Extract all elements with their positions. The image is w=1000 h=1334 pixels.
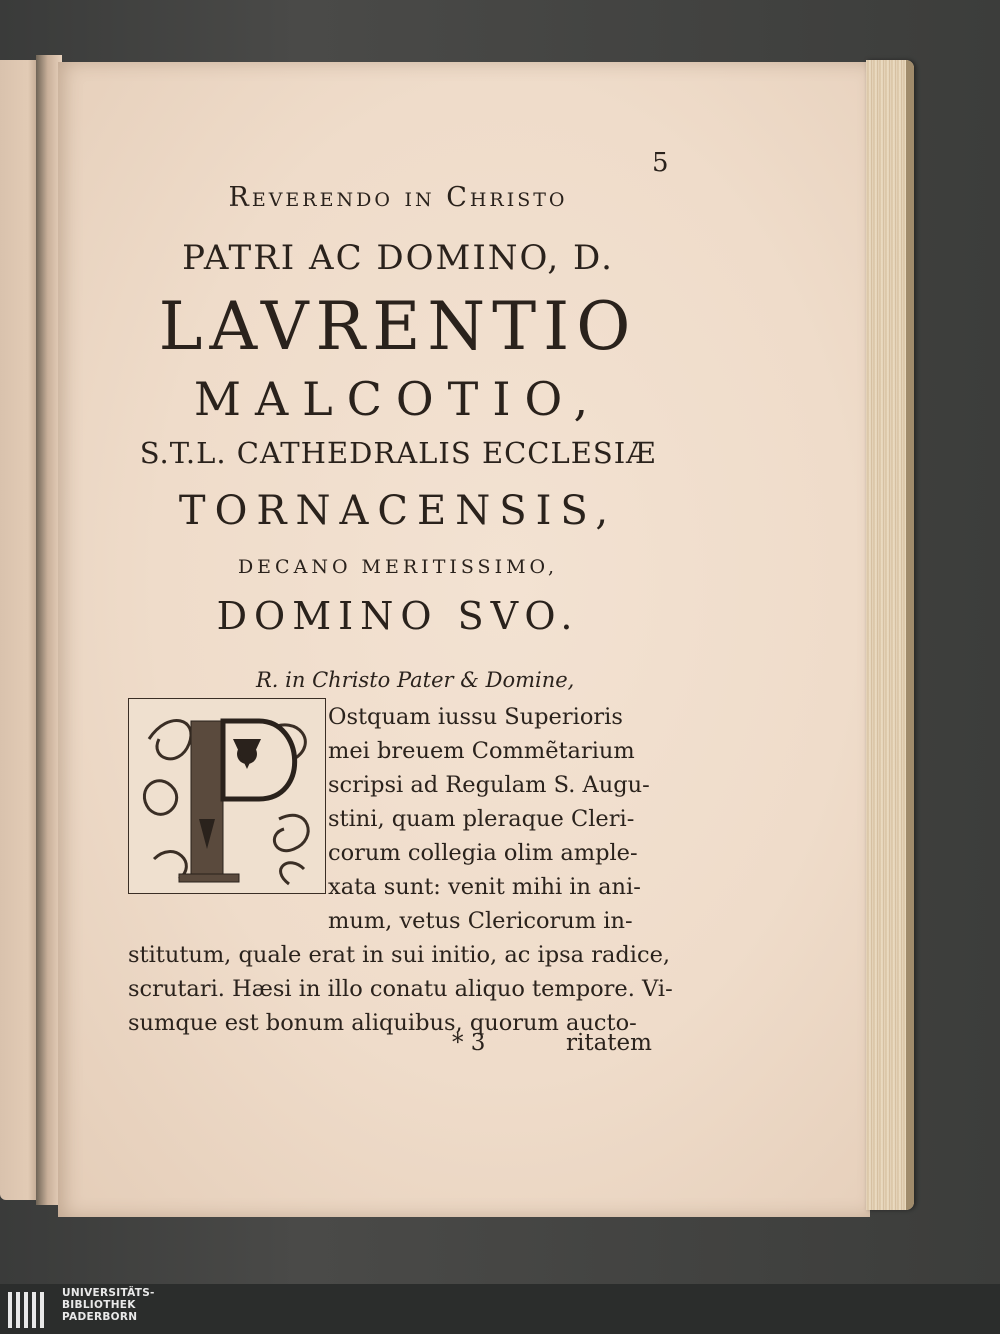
body-line: mei breuem Commẽtarium (328, 738, 635, 764)
logo-line: UNIVERSITÄTS- (62, 1287, 155, 1299)
heading-line-7: DECANO MERITISSIMO, (237, 556, 559, 578)
heading-line-8: DOMINO SVO. (216, 594, 580, 638)
page-fore-edge (866, 60, 914, 1210)
signature-mark: * 3 (452, 1030, 486, 1056)
body-line: corum collegia olim ample- (328, 840, 638, 866)
page-number: 5 (652, 148, 669, 178)
heading-line-4: MALCOTIO, (193, 372, 603, 426)
body-line: xata sunt: venit mihi in ani- (328, 874, 641, 900)
body-line: sumque est bonum aliquibus, quorum aucto- (128, 1010, 637, 1036)
decorated-initial-letter (128, 698, 326, 894)
library-logo-text (62, 1287, 155, 1323)
heading-line-1: Reverendo in Christo (228, 182, 568, 213)
body-line: stini, quam pleraque Cleri- (328, 806, 635, 832)
body-line: stitutum, quale erat in sui initio, ac ipsa radice, (128, 942, 671, 968)
body-line: mum, vetus Clericorum in- (328, 908, 633, 934)
heading-line-5: S.T.L. CATHEDRALIS ECCLESIÆ (139, 436, 657, 470)
left-page-edge (0, 60, 40, 1200)
body-line: scripsi ad Regulam S. Augu- (328, 772, 650, 798)
library-logo-icon (8, 1292, 48, 1328)
body-line: scrutari. Hæsi in illo conatu aliquo tempore. Vi- (128, 976, 673, 1002)
heading-line-6: TORNACENSIS, (178, 488, 618, 534)
body-line: Ostquam iussu Superioris (328, 704, 623, 730)
salutation: R. in Christo Pater & Domine, (256, 668, 575, 692)
ornament-icon (129, 699, 325, 893)
catchword: ritatem (566, 1030, 652, 1056)
logo-line: PADERBORN (62, 1311, 138, 1323)
heading-line-3: LAVRENTIO (158, 288, 638, 365)
heading-line-2: PATRI AC DOMINO, D. (182, 238, 614, 278)
logo-line: BIBLIOTHEK (62, 1299, 136, 1311)
